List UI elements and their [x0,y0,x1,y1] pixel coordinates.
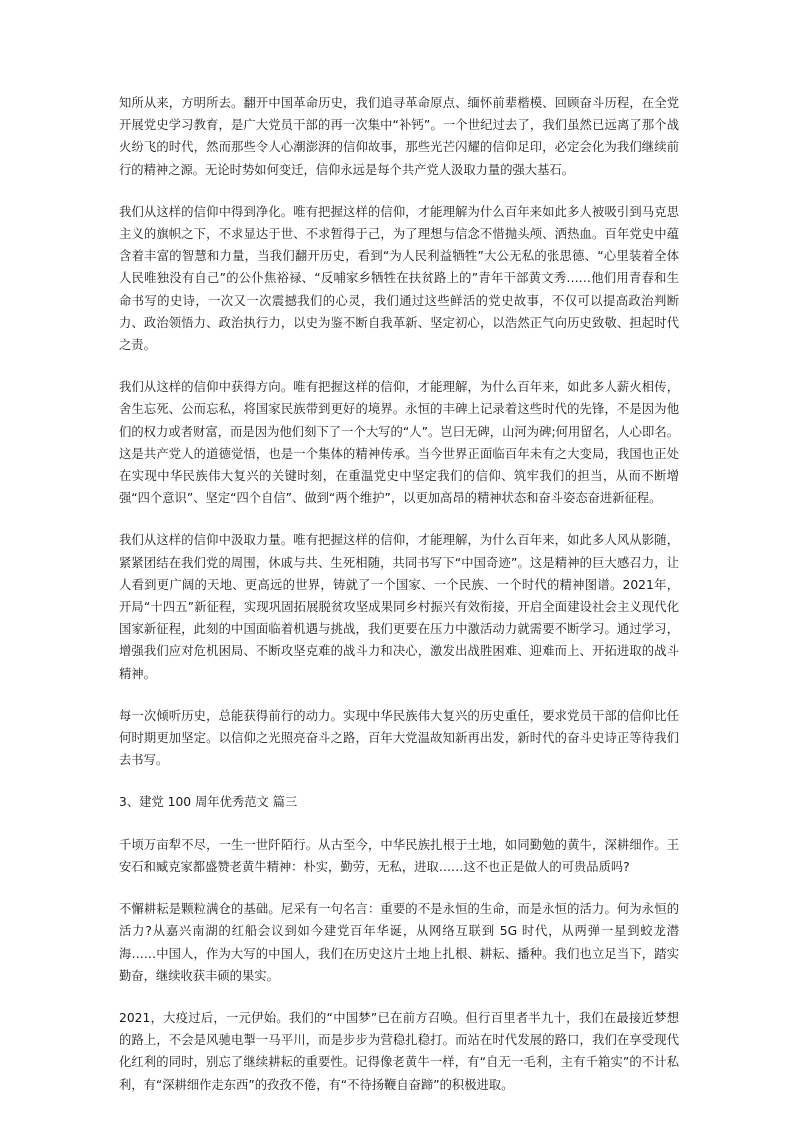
document-body [119,92,679,1116]
paragraph-3: 我们从这样的信仰中获得方向。唯有把握这样的信仰，才能理解，为什么百年来，如此多人薪火相传，舍生忘死、公而忘私，将国家民族带到更好的境界。永恒的丰碑上记录着这些时代的先锋，不是因为他们的权力或者财富，而是因为他们刻下了一个大写的“人”。岂曰无碑，山河为碑;何用留名，人心即名。这是共产党人的道德觉悟，也是一个集体的精神传承。当今世界正面临百年未有之大变局，我国也正处在实现中华民族伟大复兴的关键时刻，在重温党史中坚定我们的信仰、筑牢我们的担当，从而不断增强“四个意识”、坚定“四个自信”、做到“两个维护”，以更加高昂的精神状态和奋斗姿态奋进新征程。 [119,380,679,506]
paragraph-6: 千顷万亩犁不尽，一生一世阡陌行。从古至今，中华民族扎根于土地，如同勤勉的黄牛，深耕细作。王安石和臧克家都盛赞老黄牛精神：朴实，勤劳，无私，进取……这不也正是做人的可贵品质吗? [119,837,679,874]
paragraph-5: 每一次倾听历史，总能获得前行的动力。实现中华民族伟大复兴的历史重任，要求党员干部的信仰比任何时期更加坚定。以信仰之光照亮奋斗之路，百年大党温故知新再出发，新时代的奋斗史诗正等待我们去书写。 [119,708,679,768]
paragraph-1: 知所从来，方明所去。翻开中国革命历史，我们追寻革命原点、缅怀前辈楷模、回顾奋斗历程，在全党开展党史学习教育，是广大党员干部的再一次集中“补钙”。一个世纪过去了，我们虽然已远离了那个战火纷飞的时代，然而那些令人心潮澎湃的信仰故事，那些光芒闪耀的信仰足印，必定会化为我们继续前行的精神之源。无论时势如何变迁，信仰永远是每个共产党人汲取力量的强大基石。 [119,96,679,177]
paragraph-8: 2021，大疫过后，一元伊始。我们的“中国梦”已在前方召唤。但行百里者半九十，我们在最接近梦想的路上，不会是风驰电掣一马平川，而是步步为营稳扎稳打。而站在时代发展的路口，我们在享受现代化红利的同时，别忘了继续耕耘的重要性。记得像老黄牛一样，有“自无一毛利，主有千箱实”的不计私利，有“深耕细作走东西”的孜孜不倦，有“不待扬鞭自奋蹄”的积极进取。 [119,1010,679,1092]
paragraph-2: 我们从这样的信仰中得到净化。唯有把握这样的信仰，才能理解为什么百年来如此多人被吸引到马克思主义的旗帜之下，不求显达于世、不求暂得于己，为了理想与信念不惜抛头颅、洒热血。百年党史中蕴含着丰富的智慧和力量，当我们翻开历史，看到“为人民利益牺牲”大公无私的张思德、“心里装着全体人民唯独没有自己”的公仆焦裕禄、“反哺家乡牺牲在扶贫路上的”青年干部黄文秀……他们用青春和生命书写的史诗，一次又一次震撼我们的心灵，我们通过这些鲜活的党史故事，不仅可以提高政治判断力、政治领悟力、政治执行力，以史为鉴不断自我革新、坚定初心，以浩然正气向历史致敬、担起时代之责。 [119,204,679,353]
section-heading: 3、建党 100 周年优秀范文 篇三 [119,795,298,810]
paragraph-7: 不懈耕耘是颗粒满仓的基础。尼采有一句名言：重要的不是永恒的生命，而是永恒的活力。何为永恒的活力?从嘉兴南湖的红船会议到如今建党百年华诞，从网络互联到 5G 时代，从两弹一星到蛟龙潜海……中国人，作为大写的中国人，我们在历史这片土地上扎根、耕耘、播种。我们也立足当下，踏实勤奋，继续收获丰硕的果实。 [119,902,679,983]
paragraph-4: 我们从这样的信仰中汲取力量。唯有把握这样的信仰，才能理解，为什么百年来，如此多人风从影随，紧紧团结在我们党的周围，休戚与共、生死相随，共同书写下“中国奇迹”。这是精神的巨大感召力，让人看到更广阔的天地、更高远的世界，铸就了一个国家、一个民族、一个时代的精神图谱。2021年，开局“十四五”新征程，实现巩固拓展脱贫攻坚成果同乡村振兴有效衔接，开启全面建设社会主义现代化国家新征程，此刻的中国面临着机遇与挑战，我们更要在压力中激活动力就需要不断学习。通过学习，增强我们应对危机困局、不断攻坚克难的战斗力和决心，激发出战胜困难、迎难而上、开拓进取的战斗精神。 [119,533,679,681]
